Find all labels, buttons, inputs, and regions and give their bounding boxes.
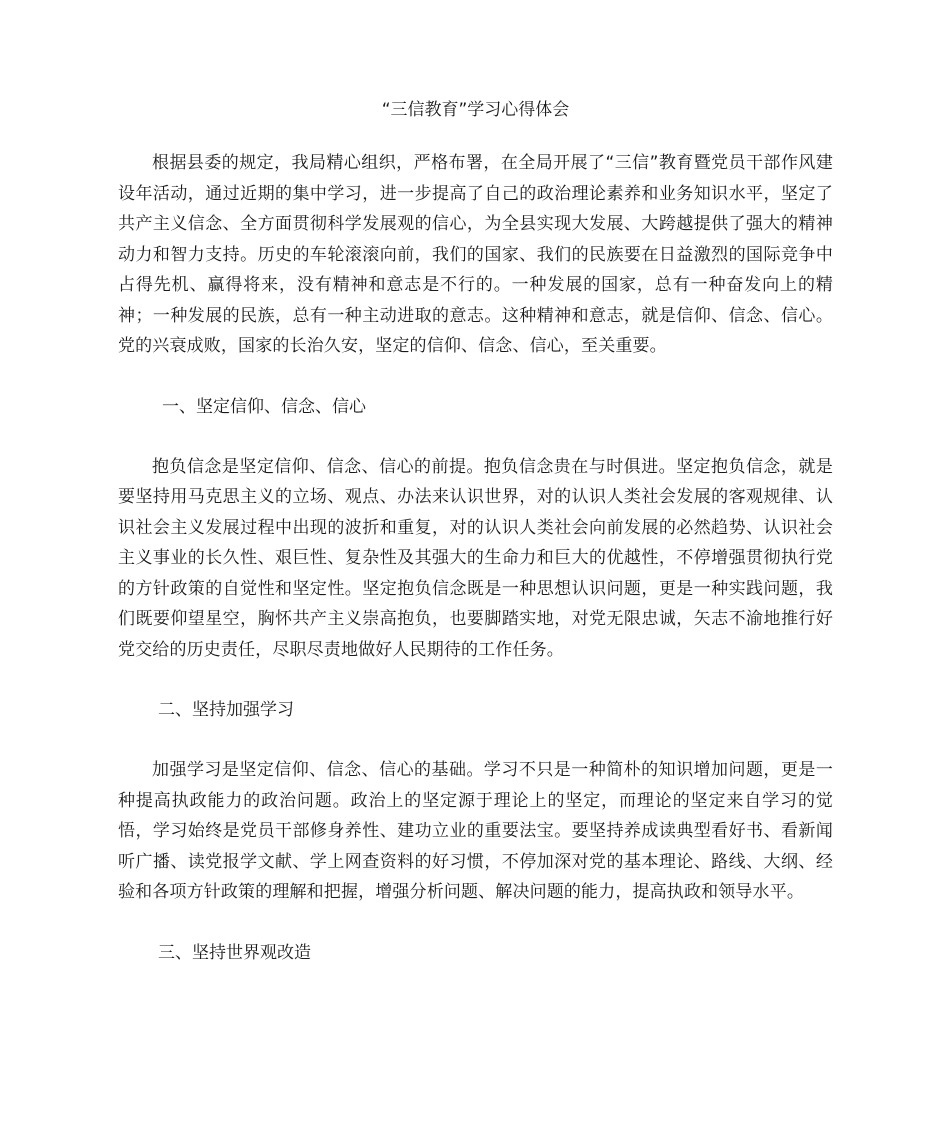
section-1-body: 抱负信念是坚定信仰、信念、信心的前提。抱负信念贵在与时俱进。坚定抱负信念，就是要坚持用马克思主义的立场、观点、办法来认识世界，对的认识人类社会发展的客观规律、认识社会主义发展过程中出现的波折和重复，对的认识人类社会向前发展的必然趋势、认识社会主义事业的长久性、艰巨性、复杂性及其强大的生命力和巨大的优越性，不停增强贯彻执行党的方针政策的自觉性和坚定性。坚定抱负信念既是一种思想认识问题，更是一种实践问题，我们既要仰望星空，胸怀共产主义崇高抱负，也要脚踏实地，对党无限忠诚，矢志不渝地推行好党交给的历史责任，尽职尽责地做好人民期待的工作任务。 bbox=[118, 456, 833, 660]
section-1-heading: 一、坚定信仰、信念、信心 bbox=[162, 396, 366, 417]
intro-paragraph: 根据县委的规定，我局精心组织，严格布署，在全局开展了“三信”教育暨党员干部作风建设年活动，通过近期的集中学习，进一步提高了自己的政治理论素养和业务知识水平，坚定了共产主义信念、全方面贯彻科学发展观的信心，为全县实现大发展、大跨越提供了强大的精神动力和智力支持。历史的车轮滚滚向前，我们的国家、我们的民族要在日益激烈的国际竞争中占得先机、赢得将来，没有精神和意志是不行的。一种发展的国家，总有一种奋发向上的精神；一种发展的民族，总有一种主动进取的意志。这种精神和意志，就是信仰、信念、信心。党的兴衰成败，国家的长治久安，坚定的信仰、信念、信心，至关重要。 bbox=[118, 153, 833, 356]
document-page bbox=[118, 94, 833, 968]
section-2-body: 加强学习是坚定信仰、信念、信心的基础。学习不只是一种简朴的知识增加问题，更是一种提高执政能力的政治问题。政治上的坚定源于理论上的坚定，而理论的坚定来自学习的觉悟，学习始终是党员干部修身养性、建功立业的重要法宝。要坚持养成读典型看好书、看新闻听广播、读党报学文献、学上网查资料的好习惯，不停加深对党的基本理论、路线、大纲、经验和各项方针政策的理解和把握，增强分析问题、解决问题的能力，提高执政和领导水平。 bbox=[118, 760, 833, 902]
section-3-heading: 三、坚持世界观改造 bbox=[158, 942, 311, 963]
document-title: “三信教育”学习心得体会 bbox=[381, 100, 570, 120]
section-2-heading: 二、坚持加强学习 bbox=[158, 700, 294, 720]
